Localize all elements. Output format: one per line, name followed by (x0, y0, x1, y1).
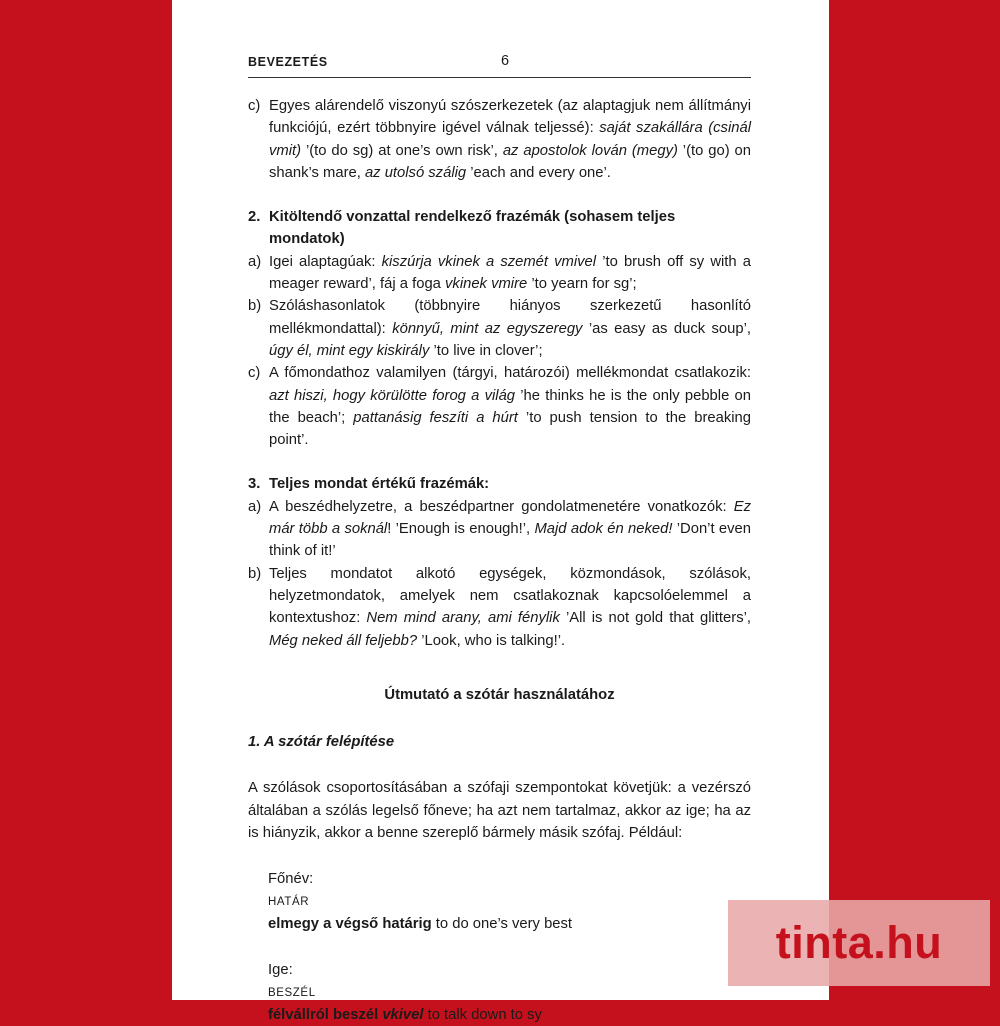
text: ’(to do sg) at one’s own risk’, (301, 142, 503, 159)
example-phrase: Még neked áll feljebb? (269, 632, 418, 649)
list-item-2a (248, 251, 751, 296)
running-head (248, 55, 751, 78)
headword: BESZÉL (268, 986, 316, 999)
example-phrase: Majd adok én neked! (534, 521, 673, 538)
text: ’to push tension to the breaking point’. (269, 409, 752, 449)
section-title: Teljes mondat értékű frazémák: (269, 476, 490, 493)
part-of-speech-label: Főnév: (268, 871, 314, 888)
example-phrase: könnyű, mint az egyszeregy (392, 320, 583, 337)
text: ’Look, who is talking!’. (417, 632, 566, 649)
entry-translation: to do one’s very best (431, 915, 573, 932)
example-phrase: úgy él, mint egy kiskirály (269, 342, 430, 359)
list-marker: a) (248, 498, 262, 515)
list-item-3b (248, 563, 751, 652)
example-phrase: az utolsó szálig (364, 164, 467, 181)
section-3-heading (248, 473, 751, 495)
example-block-verb (248, 959, 751, 1026)
example-phrase: az apostolok lován (megy) (502, 142, 678, 159)
running-title: BEVEZETÉS (248, 55, 328, 69)
text: Teljes mondatot alkotó egységek, közmondások, szólások, helyzetmondatok, amelyek nem csatlakoznak kapcsolóelemmel a kontextushoz: (269, 565, 751, 627)
example-phrase: vkinek vmire (445, 276, 528, 293)
section-number: 3. (248, 476, 261, 493)
example-phrase: Nem mind arany, ami fénylik (366, 610, 560, 627)
watermark (728, 900, 990, 986)
list-item-3a (248, 496, 751, 563)
example-phrase: kiszúrja vkinek a szemét vmivel (381, 253, 597, 270)
example-phrase: Ez már több a soknál (269, 498, 751, 538)
text: Szóláshasonlatok (többnyire hiányos szerkezetű hasonlító mellékmondattal): (269, 298, 751, 337)
page-number: 6 (501, 53, 510, 69)
example-block-noun (248, 868, 751, 935)
text: ’he thinks he is the only pebble on the beach’; (269, 387, 751, 426)
list-marker: b) (248, 565, 262, 582)
section-2-heading (248, 206, 751, 251)
example-phrase: saját szakállára (csinál vmit) (269, 120, 751, 159)
text: ’to yearn for sg’; (527, 276, 637, 293)
entry-translation: to talk down to sy (423, 1006, 542, 1023)
list-marker: b) (248, 298, 262, 315)
book-page (172, 0, 829, 1023)
list-marker: a) (248, 253, 262, 270)
guide-subsection-title: 1. A szótár felépítése (248, 734, 395, 751)
guide-intro-paragraph: A szólások csoportosításában a szófaji szempontokat követjük: a vezérszó általában a szólás legelső főneve; ha azt nem tartalmaz, akkor az ige; ha az is hiányzik, akkor a benne szereplő bármely másik szófaj. Például: (248, 780, 751, 842)
example-entry (268, 1004, 751, 1026)
watermark-text: tinta.hu (775, 917, 943, 968)
headword: HATÁR (268, 895, 310, 908)
text: ’Don’t even think of it!’ (269, 521, 751, 560)
example-phrase: azt hiszi, hogy körülötte forog a világ (269, 387, 516, 404)
entry-phrase: elmegy a végső határig (268, 915, 432, 932)
guide-title: Útmutató a szótár használatához (384, 686, 615, 703)
part-of-speech-label: Ige: (268, 962, 293, 979)
list-item-2c (248, 362, 751, 451)
text: ’as easy as duck soup’, (582, 320, 751, 337)
page-content (248, 95, 751, 1026)
example-phrase: pattanásig feszíti a húrt (353, 409, 518, 426)
list-marker: c) (248, 98, 261, 114)
text: ’to brush off sy with a meager reward’, fáj a foga (269, 253, 751, 293)
section-title: Kitöltendő vonzattal rendelkező frazémák (sohasem teljes mondatok) (269, 209, 676, 248)
text: ’All is not gold that glitters’, (559, 610, 751, 627)
text: ! ’Enough is enough!’, (387, 521, 535, 538)
entry-phrase: félvállról beszél (268, 1006, 383, 1023)
list-item-2b (248, 295, 751, 362)
list-item-2c-prev (248, 95, 751, 184)
entry-phrase-italic: vkivel (382, 1006, 424, 1023)
example-entry (268, 913, 751, 935)
list-marker: c) (248, 365, 261, 382)
text: ’to live in clover’; (429, 342, 543, 359)
section-number: 2. (248, 209, 261, 226)
text: Egyes alárendelő viszonyú szószerkezetek (az alaptagjuk nem állítmányi funkciójú, ezért többnyire igével válnak teljessé): (269, 98, 751, 137)
text: A főmondathoz valamilyen (tárgyi, határozói) mellékmondat csatlakozik: (269, 365, 751, 382)
text: Igei alaptagúak: (269, 253, 382, 270)
text: ’each and every one’. (466, 164, 611, 181)
text: ’(to go) on shank’s mare, (269, 142, 752, 181)
text: A beszédhelyzetre, a beszédpartner gondolatmenetére vonatkozók: (269, 498, 734, 515)
